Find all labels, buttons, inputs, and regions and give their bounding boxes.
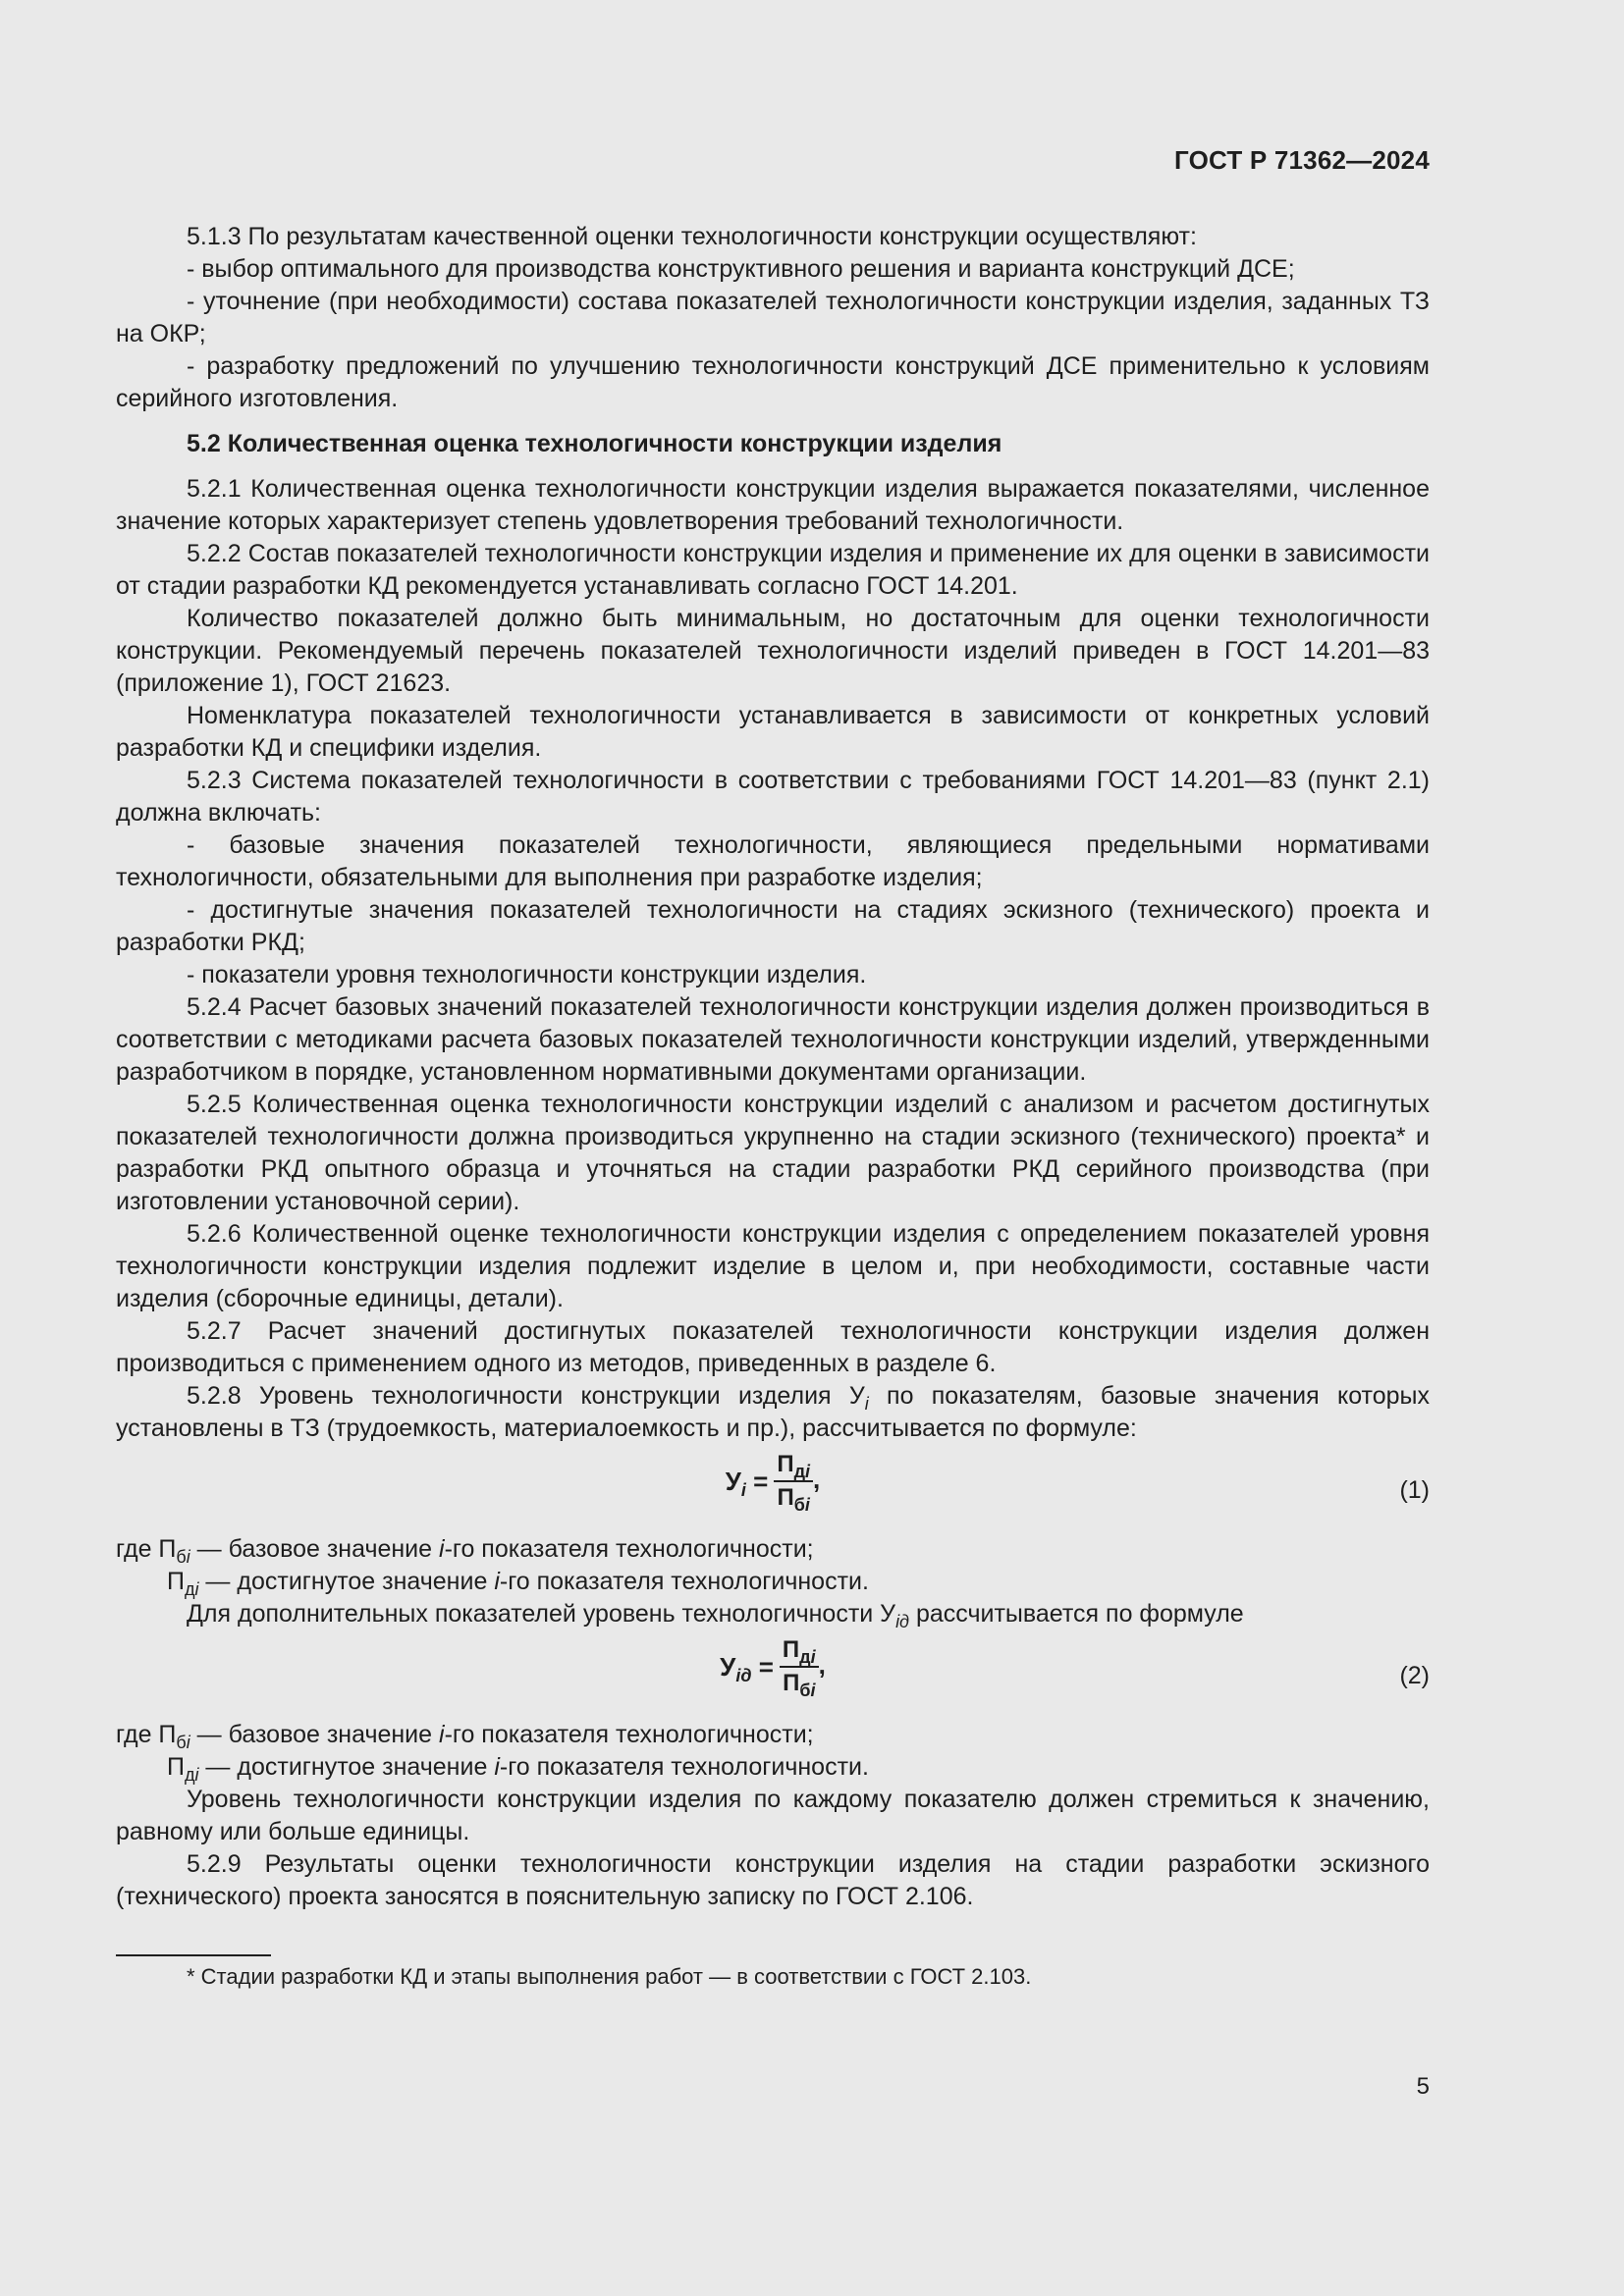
formula-lhs: $У_{iд}$ = xyxy=(720,1651,774,1685)
formula-2: $У_{iд}$ = $\frac{П_{дi}}{П_{бi}}$ , (2) xyxy=(720,1636,1430,1700)
main-text xyxy=(116,221,1430,1992)
formula-fraction: $\frac{П_{дi}}{П_{бi}}$ xyxy=(774,1451,813,1512)
formula-legend: где $П_{бi}$ — базовое значение i-го показателя технологичности; $П_{дi}$ — достигнутое значение i-го показателя технологичности. xyxy=(116,1721,869,1785)
clause-5-2-9: 5.2.9 Результаты оценки технологичности конструкции изделия на стадии разработки эскизного (технического) проекта заносятся в пояснительную записку по ГОСТ 2.106. xyxy=(116,1850,1430,1910)
paragraph-level: Уровень технологичности конструкции изделия по каждому показателю должен стремиться к значению, равному или больше единицы. xyxy=(116,1786,1430,1845)
page-number: 5 xyxy=(1416,2073,1430,2100)
clause-5-2-8: 5.2.8 Уровень технологичности конструкции изделия $У_i$ по показателям, базовые значения которых установлены в ТЗ (трудоемкость, материалоемкость и пр.), рассчитывается по формуле: xyxy=(116,1382,1430,1442)
formula-number: (2) xyxy=(1399,1662,1430,1689)
clause-5-2-7: 5.2.7 Расчет значений достигнутых показателей технологичности конструкции изделия должен производиться с применением одного из методов, приведенных в разделе 6. xyxy=(116,1317,1430,1377)
formula-fraction: $\frac{П_{дi}}{П_{бi}}$ xyxy=(780,1636,819,1697)
footnote: * Стадии разработки КД и этапы выполнения работ — в соответствии с ГОСТ 2.103. xyxy=(187,1964,1032,1989)
list-item: - выбор оптимального для производства конструктивного решения и варианта конструкций ДСЕ; xyxy=(187,255,1295,283)
formula-number: (1) xyxy=(1399,1476,1430,1504)
list-item: - уточнение (при необходимости) состава показателей технологичности конструкции изделия, заданных ТЗ на ОКР; xyxy=(116,288,1430,347)
paragraph-count: Количество показателей должно быть минимальным, но достаточным для оценки технологичности конструкции. Рекомендуемый перечень показателей технологичности изделий приведен в ГОСТ 14.201—83 (приложение 1), ГОСТ 21623. xyxy=(116,605,1430,697)
clause-5-1-3: 5.1.3 По результатам качественной оценки технологичности конструкции осуществляют: xyxy=(187,223,1197,250)
paragraph-nomenclature: Номенклатура показателей технологичности устанавливается в зависимости от конкретных условий разработки КД и специфики изделия. xyxy=(116,702,1430,762)
list-item: - базовые значения показателей технологичности, являющиеся предельными нормативами технологичности, обязательными для выполнения при разработке изделия; xyxy=(116,831,1430,891)
list-item: - показатели уровня технологичности конструкции изделия. xyxy=(187,961,867,988)
clause-5-2-1: 5.2.1 Количественная оценка технологичности конструкции изделия выражается показателями, численное значение которых характеризует степень удовлетворения требований технологичности. xyxy=(116,475,1430,535)
clause-5-2-3: 5.2.3 Система показателей технологичности в соответствии с требованиями ГОСТ 14.201—83 (пункт 2.1) должна включать: xyxy=(116,767,1430,827)
list-item: - достигнутые значения показателей технологичности на стадиях эскизного (технического) проекта и разработки РКД; xyxy=(116,896,1430,956)
formula-1: $У_i$ = $\frac{П_{дi}}{П_{бi}}$ , (1) xyxy=(725,1451,1430,1515)
standard-designation: ГОСТ Р 71362—2024 xyxy=(1174,145,1430,175)
footnote-divider xyxy=(116,1954,271,1956)
section-heading-5-2: 5.2 Количественная оценка технологичности конструкции изделия xyxy=(187,430,1002,457)
paragraph-additional: Для дополнительных показателей уровень технологичности $У_{iд}$ рассчитывается по формуле xyxy=(187,1600,1244,1631)
list-item: - разработку предложений по улучшению технологичности конструкций ДСЕ применительно к условиям серийного изготовления. xyxy=(116,352,1430,412)
clause-5-2-2: 5.2.2 Состав показателей технологичности конструкции изделия и применение их для оценки в зависимости от стадии разработки КД рекомендуется устанавливать согласно ГОСТ 14.201. xyxy=(116,540,1430,600)
clause-5-2-5: 5.2.5 Количественная оценка технологичности конструкции изделий с анализом и расчетом достигнутых показателей технологичности должна производиться укрупненно на стадии эскизного (технического) проекта* и разработки РКД опытного образца и уточняться на стадии разработки РКД серийного производства (при изготовлении установочной серии). xyxy=(116,1091,1430,1215)
clause-5-2-6: 5.2.6 Количественной оценке технологичности конструкции изделия с определением показателей уровня технологичности конструкции изделия подлежит изделие в целом и, при необходимости, составные части изделия (сборочные единицы, детали). xyxy=(116,1220,1430,1312)
clause-5-2-4: 5.2.4 Расчет базовых значений показателей технологичности конструкции изделия должен производиться в соответствии с методиками расчета базовых показателей технологичности конструкции изделий, утвержденными разработчиком в порядке, установленном нормативными документами организации. xyxy=(116,993,1430,1086)
formula-legend: где $П_{бi}$ — базовое значение i-го показателя технологичности; $П_{дi}$ — достигнутое значение i-го показателя технологичности. xyxy=(116,1535,869,1599)
formula-lhs: $У_i$ = xyxy=(725,1466,769,1500)
